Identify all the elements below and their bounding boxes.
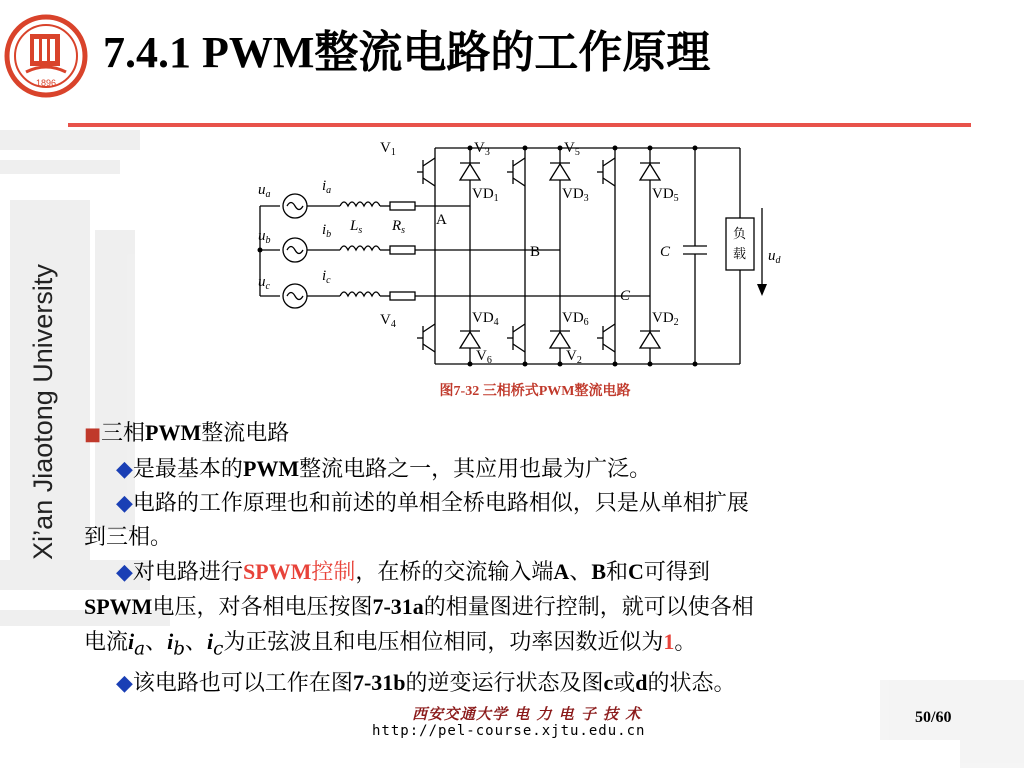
title-divider <box>68 123 971 127</box>
slide-title: 7.4.1 PWM整流电路的工作原理 <box>103 28 711 77</box>
bullet-line-3-cont-1: SPWM电压，对各相电压按图7-31a的相量图进行控制，就可以使各相 <box>84 594 754 620</box>
bullet-line-1: ◆是最基本的PWM整流电路之一，其应用也最为广泛。 <box>116 456 652 482</box>
svg-text:VD5: $VD_5$ <box>652 186 679 204</box>
bullet-line-3: ◆对电路进行SPWM控制，在桥的交流输入端A、B和C可得到 <box>116 559 710 585</box>
load-label-1: 负 <box>733 227 747 242</box>
svg-text:V3: $V_3$ <box>474 140 490 158</box>
diamond-bullet-icon: ◆ <box>116 671 133 697</box>
bullet-line-3-cont-2: 电流$i_a$、$i_b$、$i_c$为正弦波且和电压相位相同，功率因数近似为1。 <box>84 629 697 660</box>
svg-text:VD6: $VD_6$ <box>562 310 589 328</box>
slide-body <box>84 416 964 701</box>
capacitor-label: C <box>660 244 671 260</box>
footer-institution: 西安交通大学 电 力 电 子 技 术 <box>412 705 642 723</box>
svg-text:V2: $V_2$ <box>566 348 582 366</box>
node-B-label: B <box>530 244 541 260</box>
svg-text:V4: $V_4$ <box>380 312 396 330</box>
svg-text:Ls: $L_s$ <box>350 218 363 236</box>
figure-caption: 图7-32 三相桥式PWM整流电路 <box>439 384 631 399</box>
bullet-line-2: ◆电路的工作原理也和前述的单相全桥电路相似，只是从单相扩展 <box>116 491 749 516</box>
svg-text:ib: $i_b$ <box>322 222 332 240</box>
svg-text:ia: $i_a$ <box>322 178 332 196</box>
node-A-label: A <box>436 212 447 228</box>
svg-text:Rs: $R_s$ <box>392 218 406 236</box>
page-number: 50/60 <box>915 709 952 726</box>
load-label-2: 载 <box>733 247 747 262</box>
svg-text:VD4: $VD_4$ <box>472 310 499 328</box>
svg-text:V6: $V_6$ <box>476 348 492 366</box>
university-name-vertical: Xi’an Jiaotong University <box>28 264 58 560</box>
svg-text:ud: $u_d$ <box>768 248 781 266</box>
svg-text:uc: $u_c$ <box>258 274 270 292</box>
svg-text:ua: $u_a$ <box>258 182 271 200</box>
diamond-bullet-icon: ◆ <box>116 560 133 585</box>
bullet-line-2-cont: 到三相。 <box>84 525 173 550</box>
diamond-bullet-icon: ◆ <box>116 457 133 482</box>
logo-year: 1896 <box>35 78 57 88</box>
university-logo-icon <box>4 14 88 98</box>
diamond-bullet-icon: ◆ <box>116 491 133 516</box>
svg-text:V5: $V_5$ <box>564 140 580 158</box>
square-bullet-icon: ■ <box>84 424 102 445</box>
footer-url[interactable]: http://pel-course.xjtu.edu.cn <box>372 723 646 739</box>
svg-text:VD2: $VD_2$ <box>652 310 679 328</box>
svg-text:V1: $V_1$ <box>380 140 396 158</box>
node-C-label: C <box>620 288 631 304</box>
three-phase-pwm-rectifier-diagram <box>240 128 781 378</box>
bullet-heading: ■三相PWM整流电路 <box>84 420 290 446</box>
svg-text:VD1: $VD_1$ <box>472 186 499 204</box>
svg-text:ub: $u_b$ <box>258 228 271 246</box>
bullet-line-4: ◆该电路也可以工作在图7-31b的逆变运行状态及图c或d的状态。 <box>116 670 736 697</box>
svg-text:VD3: $VD_3$ <box>562 186 589 204</box>
svg-text:ic: $i_c$ <box>322 268 331 286</box>
